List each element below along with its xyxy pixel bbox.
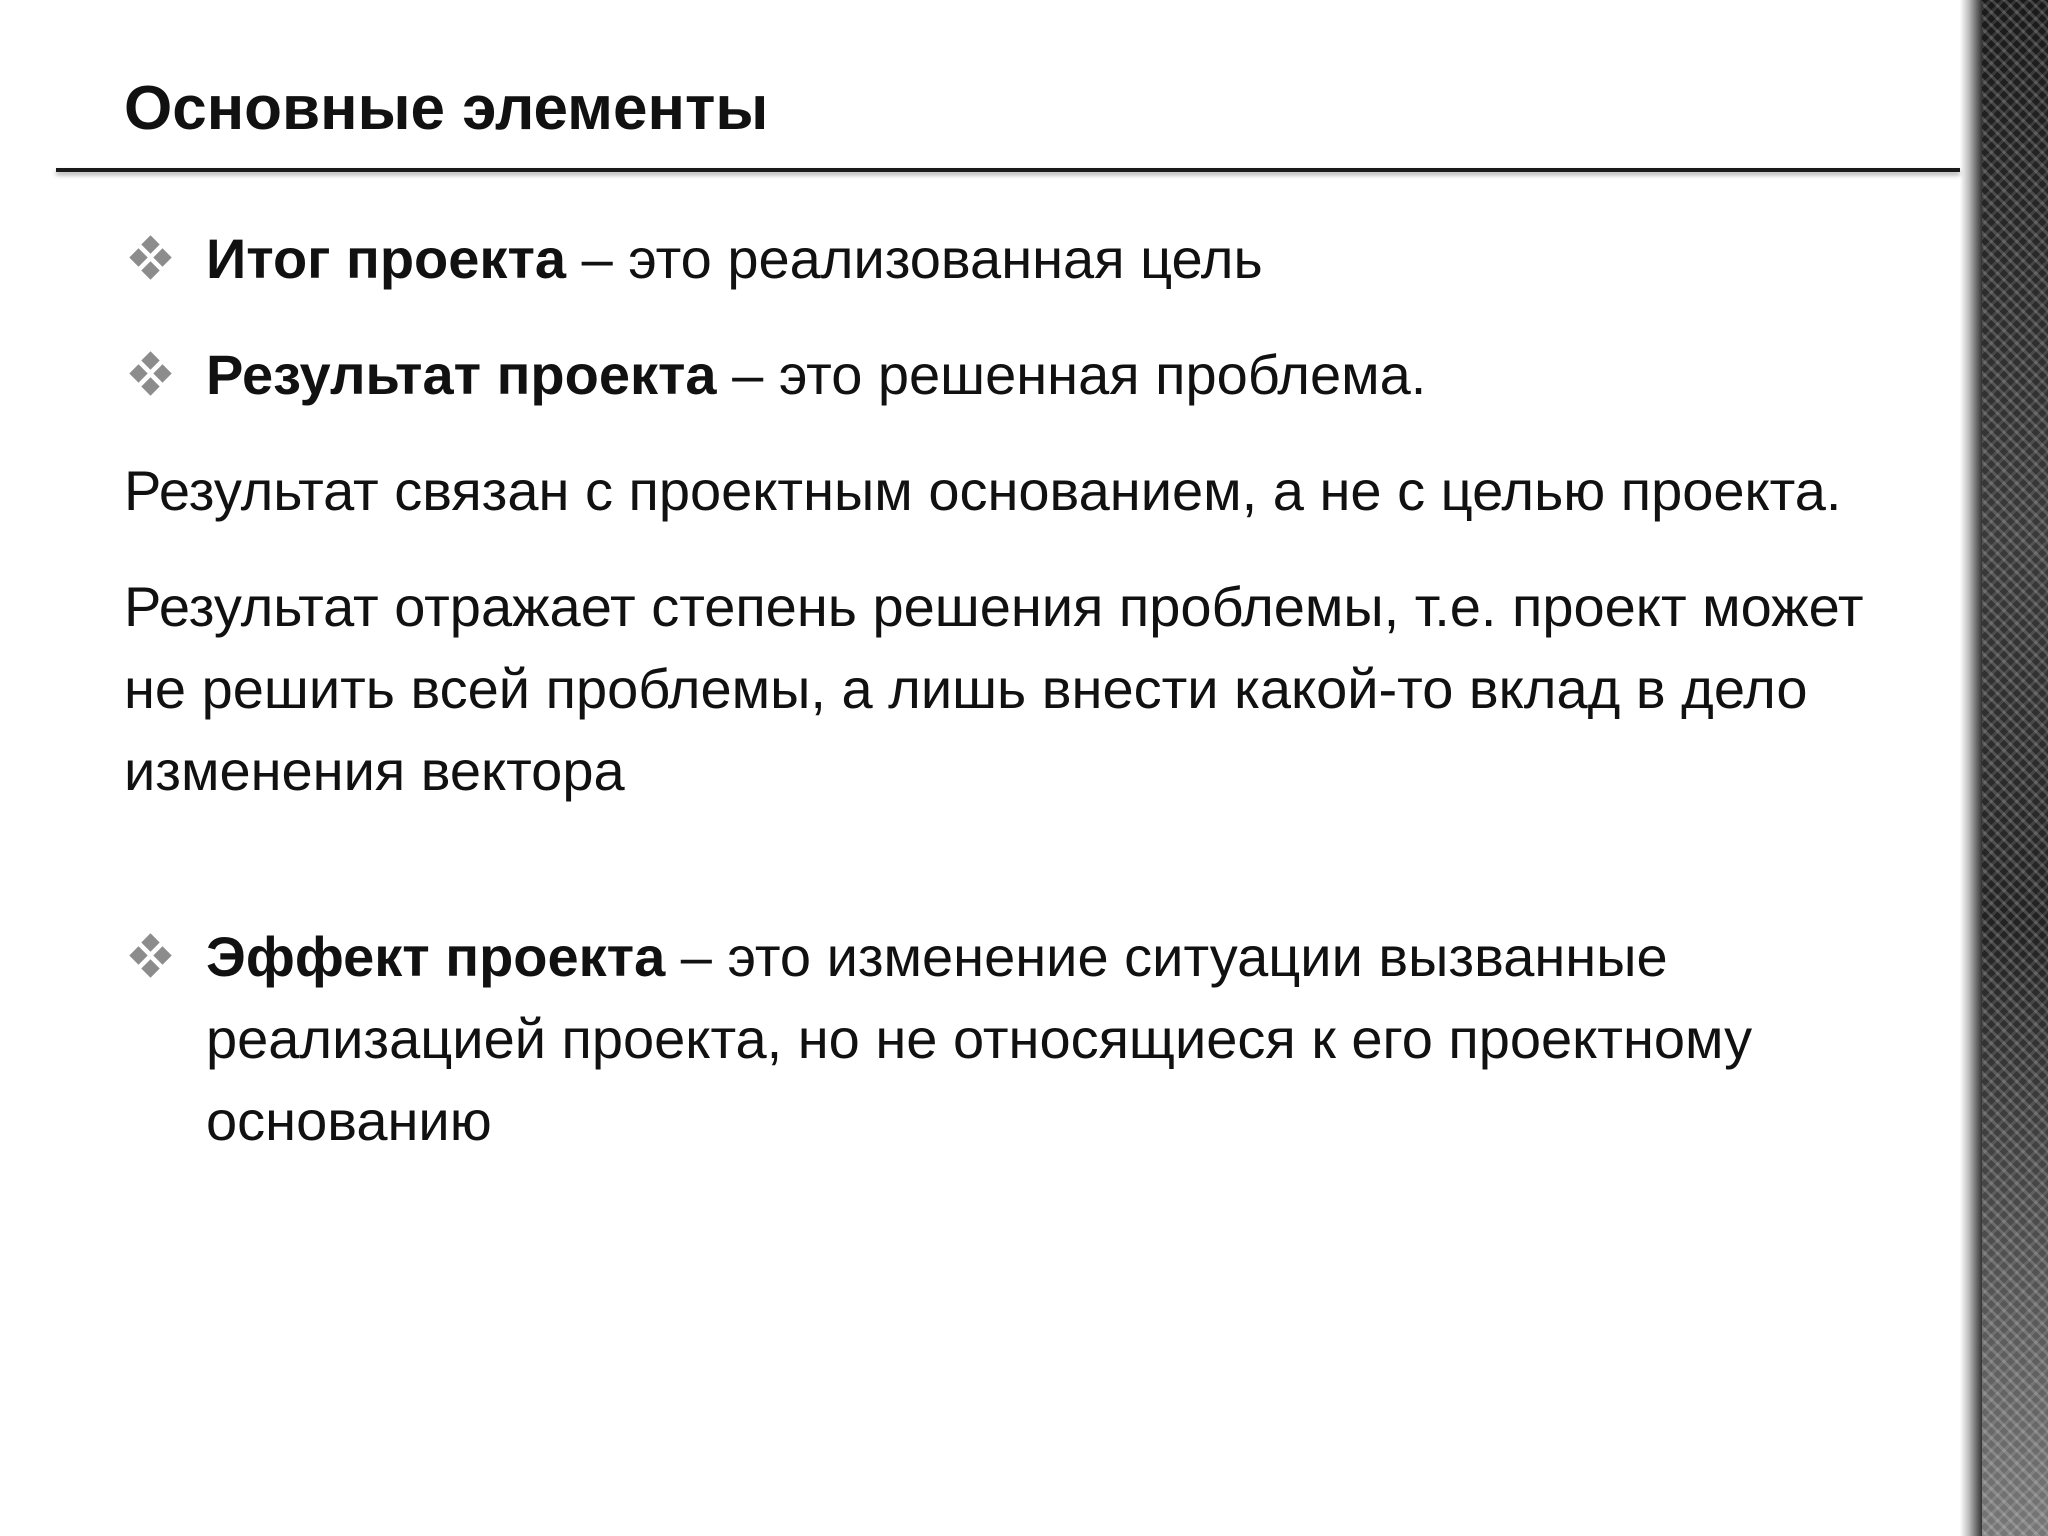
spacer (124, 846, 1924, 916)
bullet-text: – это изменение ситуации вызванные реализацией проекта, но не относящиеся к его проектному основанию (206, 925, 1753, 1152)
bullet-term: Эффект проекта (206, 925, 666, 988)
bullet-term: Результат проекта (206, 343, 717, 406)
diamond-bullet-icon (128, 236, 174, 282)
bullet-text: – это реализованная цель (566, 227, 1263, 290)
diamond-bullet-icon (128, 352, 174, 398)
slide-content (124, 218, 1924, 1196)
decorative-side-strip (1960, 0, 2048, 1536)
bullet-item-effect (124, 916, 1924, 1162)
bullet-term: Итог проекта (206, 227, 567, 290)
diamond-bullet-icon (128, 934, 174, 980)
paragraph-result-degree: Результат отражает степень решения проблемы, т.е. проект может не решить всей проблемы, а лишь внести какой-то вклад в дело изменения вектора (124, 575, 1864, 802)
bullet-item-itog (124, 218, 1924, 300)
title-divider (56, 168, 1960, 172)
slide-title: Основные элементы (124, 74, 769, 143)
paragraph-result-basis: Результат связан с проектным основанием, а не с целью проекта. (124, 459, 1842, 522)
bullet-text: – это решенная проблема. (716, 343, 1427, 406)
bullet-item-result (124, 334, 1924, 416)
